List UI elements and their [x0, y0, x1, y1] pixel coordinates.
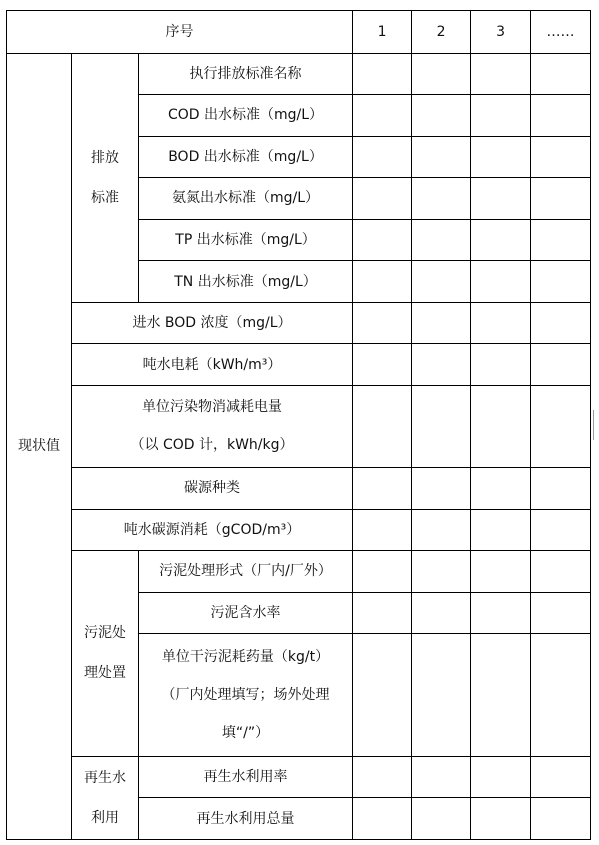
row-label-tn-standard: TN 出水标准（mg/L） — [139, 261, 353, 303]
row-label-carbon-per-ton: 吨水碳源消耗（gCOD/m³） — [72, 509, 353, 551]
value-cell[interactable] — [471, 798, 531, 840]
discharge-group-label — [72, 53, 139, 302]
value-cell[interactable] — [353, 592, 412, 634]
value-cell[interactable] — [353, 53, 412, 95]
value-cell[interactable] — [353, 385, 412, 467]
value-cell[interactable] — [412, 261, 471, 303]
value-cell[interactable] — [412, 344, 471, 386]
header-row — [7, 11, 591, 54]
value-cell[interactable] — [471, 468, 531, 510]
data-table-sheet — [6, 10, 590, 840]
status-value-table — [6, 10, 591, 840]
value-cell[interactable] — [471, 634, 531, 757]
row-label-power-per-ton: 吨水电耗（kWh/m³） — [72, 344, 353, 386]
value-cell[interactable] — [471, 178, 531, 220]
value-cell[interactable] — [353, 634, 412, 757]
table-row — [7, 551, 591, 593]
value-cell[interactable] — [531, 756, 591, 798]
value-cell[interactable] — [531, 261, 591, 303]
table-row — [7, 468, 591, 510]
row-label-sludge-chem — [139, 634, 353, 757]
value-cell[interactable] — [412, 385, 471, 467]
value-cell[interactable] — [471, 302, 531, 344]
row-label-reclaimed-total: 再生水利用总量 — [139, 798, 353, 840]
value-cell[interactable] — [531, 302, 591, 344]
row-label-carbon-type: 碳源种类 — [72, 468, 353, 510]
reclaimed-group-label — [72, 756, 139, 839]
value-cell[interactable] — [531, 468, 591, 510]
value-cell[interactable] — [412, 509, 471, 551]
col-header-1: 1 — [353, 11, 412, 54]
value-cell[interactable] — [531, 95, 591, 137]
value-cell[interactable] — [412, 468, 471, 510]
value-cell[interactable] — [412, 178, 471, 220]
value-cell[interactable] — [412, 219, 471, 261]
value-cell[interactable] — [531, 136, 591, 178]
value-cell[interactable] — [471, 344, 531, 386]
row-label-bod-standard: BOD 出水标准（mg/L） — [139, 136, 353, 178]
value-cell[interactable] — [531, 178, 591, 220]
value-cell[interactable] — [531, 509, 591, 551]
value-cell[interactable] — [353, 136, 412, 178]
value-cell[interactable] — [471, 261, 531, 303]
value-cell[interactable] — [412, 634, 471, 757]
value-cell[interactable] — [412, 756, 471, 798]
value-cell[interactable] — [353, 95, 412, 137]
discharge-group-line2: 标准 — [91, 189, 119, 206]
value-cell[interactable] — [412, 136, 471, 178]
unit-power-line2: （以 COD 计，kWh/kg） — [130, 437, 294, 454]
sludge-chem-line2: （厂内处理填写；场外处理 — [161, 687, 330, 704]
reclaimed-group-line1: 再生水 — [84, 769, 126, 786]
value-cell[interactable] — [471, 53, 531, 95]
value-cell[interactable] — [471, 756, 531, 798]
value-cell[interactable] — [471, 219, 531, 261]
value-cell[interactable] — [412, 95, 471, 137]
value-cell[interactable] — [412, 302, 471, 344]
value-cell[interactable] — [471, 136, 531, 178]
row-label-reclaimed-rate: 再生水利用率 — [139, 756, 353, 798]
status-group-label: 现状值 — [7, 53, 72, 839]
col-header-2: 2 — [412, 11, 471, 54]
value-cell[interactable] — [471, 592, 531, 634]
value-cell[interactable] — [353, 344, 412, 386]
sludge-group-label — [72, 551, 139, 757]
table-row — [7, 509, 591, 551]
value-cell[interactable] — [531, 53, 591, 95]
row-label-standard-name: 执行排放标准名称 — [139, 53, 353, 95]
value-cell[interactable] — [531, 219, 591, 261]
sludge-group-line2: 理处置 — [84, 665, 126, 682]
page-edge-marker — [593, 410, 598, 440]
value-cell[interactable] — [471, 551, 531, 593]
col-header-more: …… — [531, 11, 591, 54]
col-header-3: 3 — [471, 11, 531, 54]
discharge-group-line1: 排放 — [91, 149, 119, 166]
row-label-unit-power — [72, 385, 353, 467]
value-cell[interactable] — [531, 344, 591, 386]
row-label-tp-standard: TP 出水标准（mg/L） — [139, 219, 353, 261]
value-cell[interactable] — [353, 509, 412, 551]
sludge-chem-line3: 填“/”） — [221, 725, 270, 742]
row-label-cod-standard: COD 出水标准（mg/L） — [139, 95, 353, 137]
table-row — [7, 302, 591, 344]
value-cell[interactable] — [353, 302, 412, 344]
sludge-group-line1: 污泥处 — [84, 625, 126, 642]
seq-header: 序号 — [7, 11, 353, 54]
value-cell[interactable] — [412, 551, 471, 593]
value-cell[interactable] — [471, 385, 531, 467]
value-cell[interactable] — [353, 261, 412, 303]
value-cell[interactable] — [471, 509, 531, 551]
value-cell[interactable] — [412, 592, 471, 634]
row-label-sludge-moisture: 污泥含水率 — [139, 592, 353, 634]
value-cell[interactable] — [412, 798, 471, 840]
value-cell[interactable] — [353, 178, 412, 220]
value-cell[interactable] — [353, 468, 412, 510]
value-cell[interactable] — [353, 219, 412, 261]
value-cell[interactable] — [531, 551, 591, 593]
row-label-sludge-form: 污泥处理形式（厂内/厂外） — [139, 551, 353, 593]
value-cell[interactable] — [531, 385, 591, 467]
value-cell[interactable] — [353, 756, 412, 798]
reclaimed-group-line2: 利用 — [91, 809, 119, 826]
value-cell[interactable] — [353, 551, 412, 593]
row-label-inflow-bod: 进水 BOD 浓度（mg/L） — [72, 302, 353, 344]
value-cell[interactable] — [412, 53, 471, 95]
table-row — [7, 344, 591, 386]
value-cell[interactable] — [531, 592, 591, 634]
sludge-chem-line1: 单位干污泥耗药量（kg/t） — [161, 649, 330, 666]
table-row — [7, 53, 591, 95]
table-row — [7, 756, 591, 798]
value-cell[interactable] — [531, 634, 591, 757]
row-label-ammonia-standard: 氨氮出水标准（mg/L） — [139, 178, 353, 220]
table-row — [7, 385, 591, 467]
value-cell[interactable] — [353, 798, 412, 840]
unit-power-line1: 单位污染物消减耗电量 — [142, 399, 283, 416]
value-cell[interactable] — [471, 95, 531, 137]
value-cell[interactable] — [531, 798, 591, 840]
